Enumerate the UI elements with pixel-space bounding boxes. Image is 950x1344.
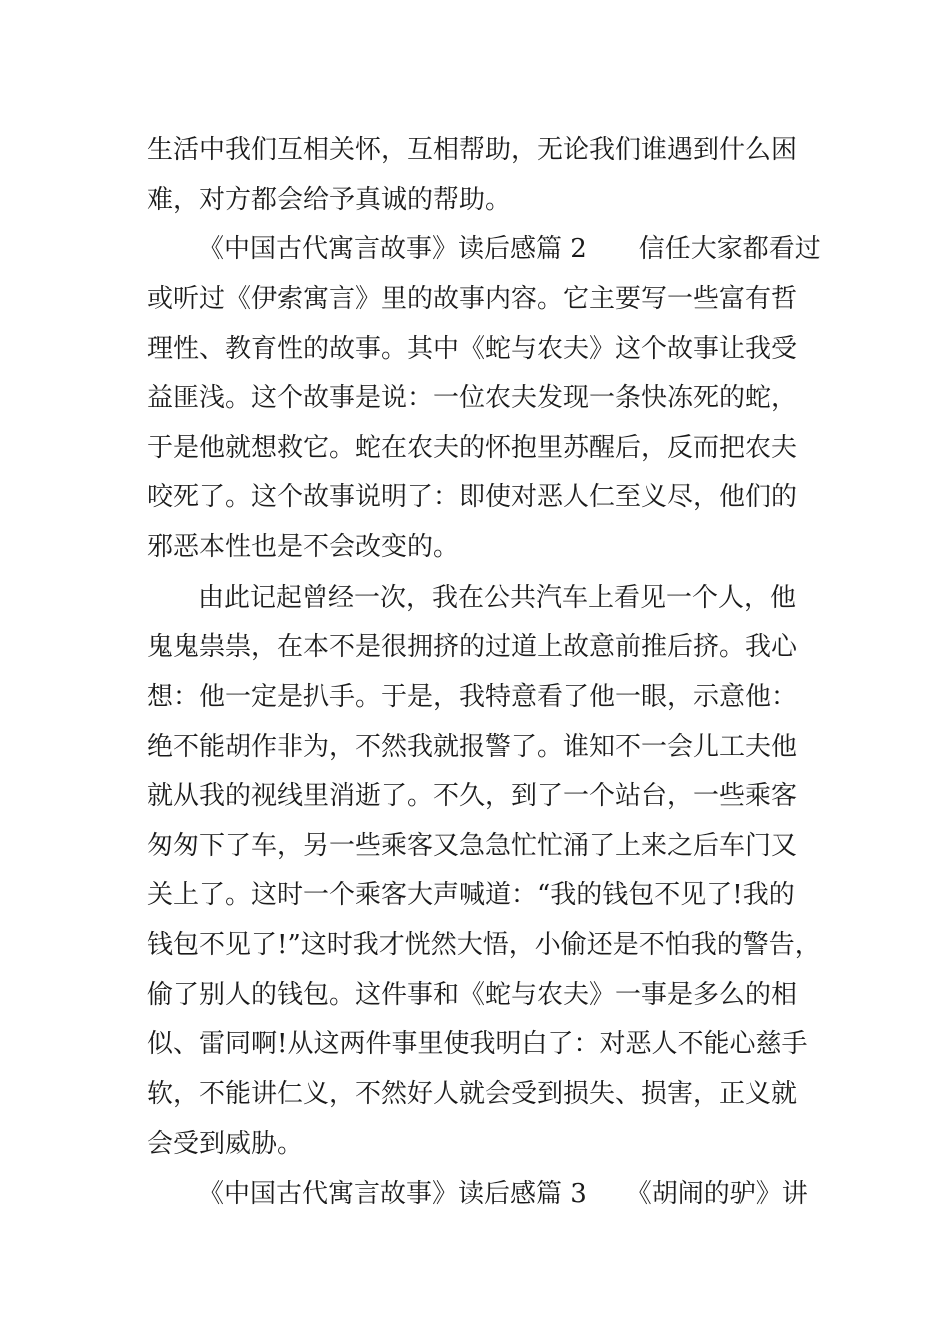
text-line: 就从我的视线里消逝了。不久，到了一个站台，一些乘客 [147, 781, 798, 811]
text-line: 或听过《伊索寓言》里的故事内容。它主要写一些富有哲 [147, 284, 798, 314]
text-line: 似、雷同啊!从这两件事里使我明白了：对恶人不能心慈手 [147, 1029, 808, 1059]
text-line: 《中国古代寓言故事》读后感篇 3 《胡闹的驴》讲 [198, 1179, 808, 1209]
text-line: 邪恶本性也是不会改变的。 [147, 532, 460, 562]
text-line: 咬死了。这个故事说明了：即使对恶人仁至义尽，他们的 [147, 482, 798, 512]
text-line: 软，不能讲仁义，不然好人就会受到损失、损害，正义就 [147, 1079, 798, 1109]
text-line: 绝不能胡作非为，不然我就报警了。谁知不一会儿工夫他 [147, 732, 798, 762]
text-line: 鬼鬼祟祟，在本不是很拥挤的过道上故意前推后挤。我心 [147, 632, 798, 662]
text-line: 由此记起曾经一次，我在公共汽车上看见一个人，他 [198, 583, 797, 613]
text-line: 会受到威胁。 [147, 1129, 304, 1159]
text-line: 于是他就想救它。蛇在农夫的怀抱里苏醒后，反而把农夫 [147, 433, 798, 463]
text-line: 钱包不见了!”这时我才恍然大悟，小偷还是不怕我的警告， [147, 930, 821, 960]
text-line: 益匪浅。这个故事是说：一位农夫发现一条快冻死的蛇， [147, 383, 798, 413]
text-line: 《中国古代寓言故事》读后感篇 2 信任大家都看过 [198, 234, 821, 264]
text-line: 关上了。这时一个乘客大声喊道：“我的钱包不见了!我的 [147, 880, 795, 910]
text-line: 难，对方都会给予真诚的帮助。 [147, 185, 512, 215]
text-line: 生活中我们互相关怀，互相帮助，无论我们谁遇到什么困 [147, 135, 798, 165]
text-line: 理性、教育性的故事。其中《蛇与农夫》这个故事让我受 [147, 334, 798, 364]
text-line: 匆匆下了车，另一些乘客又急急忙忙涌了上来之后车门又 [147, 831, 798, 861]
text-line: 想：他一定是扒手。于是，我特意看了他一眼，示意他： [147, 682, 798, 712]
text-line: 偷了别人的钱包。这件事和《蛇与农夫》一事是多么的相 [147, 980, 798, 1010]
